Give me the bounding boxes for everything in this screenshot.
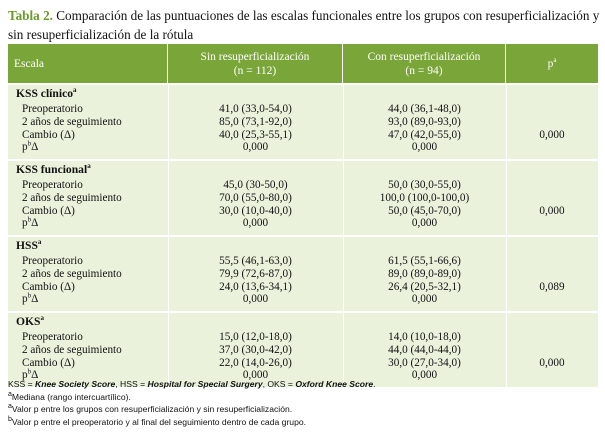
value-con: 0,000 bbox=[411, 217, 438, 230]
value-con: 93,0 (89,0-93,0) bbox=[388, 115, 461, 128]
header-con-n: (n = 94) bbox=[405, 64, 443, 77]
value-con: 61,5 (55,1-66,6) bbox=[388, 255, 461, 267]
table-group bbox=[8, 311, 598, 387]
table-body bbox=[8, 83, 598, 387]
row-label: $p^b\Delta$ bbox=[22, 291, 39, 306]
row-label: Cambio (Δ) bbox=[22, 280, 75, 293]
value-con: 14,0 (10,0-18,0) bbox=[388, 331, 461, 343]
p-value: 0,000 bbox=[539, 204, 565, 217]
value-sin: 24,0 (13,6-34,1) bbox=[219, 280, 292, 293]
row-label: $p^b\Delta$ bbox=[22, 139, 39, 154]
row-label: Preoperatorio bbox=[22, 103, 83, 115]
row-label: Cambio (Δ) bbox=[22, 204, 75, 217]
row-label: Cambio (Δ) bbox=[22, 356, 75, 369]
footnote-a: $^a$Mediana (rango intercuartílico). bbox=[8, 390, 131, 402]
value-sin: 30,0 (10,0-40,0) bbox=[219, 204, 292, 217]
table-header bbox=[8, 44, 598, 83]
column-divider bbox=[506, 161, 507, 235]
column-divider bbox=[506, 237, 507, 311]
row-label: $p^b\Delta$ bbox=[22, 367, 39, 382]
footnote-b: $^a$Valor p entre los grupos con resuperficialización y sin resuperficialización. bbox=[8, 403, 293, 414]
footnote-abbreviations: KSS = Knee Society Score, HSS = Hospital for Special Surgery, OKS = Oxford Knee Score. bbox=[8, 379, 376, 389]
scores-table bbox=[8, 44, 598, 387]
header-p: $p^a$ bbox=[547, 55, 557, 70]
group-title: OKS$^a$ bbox=[16, 314, 44, 328]
p-value: 0,000 bbox=[539, 128, 565, 141]
column-divider bbox=[506, 85, 507, 159]
value-con: 44,0 (36,1-48,0) bbox=[388, 103, 461, 115]
row-label: 2 años de seguimiento bbox=[22, 191, 122, 204]
value-con: 30,0 (27,0-34,0) bbox=[388, 356, 461, 369]
value-sin: 85,0 (73,1-92,0) bbox=[219, 115, 292, 128]
value-sin: 15,0 (12,0-18,0) bbox=[219, 331, 292, 343]
group-title: KSS clínico$^a$ bbox=[16, 86, 77, 100]
value-con: 50,0 (30,0-55,0) bbox=[388, 179, 461, 191]
column-divider bbox=[506, 313, 507, 387]
value-sin: 70,0 (55,0-80,0) bbox=[219, 191, 292, 204]
row-label: 2 años de seguimiento bbox=[22, 115, 122, 128]
row-label: Preoperatorio bbox=[22, 331, 83, 343]
caption-text: Comparación de las puntuaciones de las escalas funcionales entre los grupos con resuperficialización y sin resuperficialización de la rótula bbox=[8, 8, 600, 42]
row-label: Preoperatorio bbox=[22, 179, 83, 191]
row-label: Preoperatorio bbox=[22, 255, 83, 267]
header-sin-resuperficializacion bbox=[168, 44, 343, 83]
footnote-c: $^b$Valor p entre el preoperatorio y al final del seguimiento dentro de cada grupo. bbox=[8, 415, 307, 427]
value-con: 100,0 (100,0-100,0) bbox=[379, 191, 470, 204]
value-con: 0,000 bbox=[411, 141, 438, 154]
header-con-resuperficializacion bbox=[343, 44, 506, 83]
value-con: 89,0 (89,0-89,0) bbox=[388, 267, 461, 280]
value-sin: 0,000 bbox=[242, 293, 269, 306]
header-con-label: Con resuperficialización bbox=[367, 50, 481, 63]
header-escala: Escala bbox=[8, 44, 168, 83]
value-sin: 0,000 bbox=[242, 217, 269, 230]
value-con: 0,000 bbox=[411, 293, 438, 306]
value-sin: 79,9 (72,6-87,0) bbox=[219, 267, 292, 280]
table-caption bbox=[8, 6, 600, 44]
table-group bbox=[8, 159, 598, 235]
header-sin-label: Sin resuperficialización bbox=[200, 50, 310, 63]
row-label: Cambio (Δ) bbox=[22, 128, 75, 141]
value-sin: 55,5 (46,1-63,0) bbox=[219, 255, 292, 267]
value-con: 47,0 (42,0-55,0) bbox=[388, 128, 461, 141]
row-label: $p^b\Delta$ bbox=[22, 215, 39, 230]
value-con: 44,0 (44,0-44,0) bbox=[388, 343, 461, 356]
value-sin: 45,0 (30-50,0) bbox=[223, 179, 288, 191]
value-con: 26,4 (20,5-32,1) bbox=[388, 280, 461, 293]
table-group bbox=[8, 83, 598, 159]
value-sin: 37,0 (30,0-42,0) bbox=[219, 343, 292, 356]
row-label: 2 años de seguimiento bbox=[22, 343, 122, 356]
value-sin: 0,000 bbox=[242, 141, 269, 154]
table-number: Tabla 2. bbox=[8, 8, 53, 23]
table-group bbox=[8, 235, 598, 311]
value-sin: 0,000 bbox=[242, 369, 269, 382]
header-sin-n: (n = 112) bbox=[233, 64, 277, 77]
value-con: 50,0 (45,0-70,0) bbox=[388, 204, 461, 217]
value-sin: 40,0 (25,3-55,1) bbox=[219, 128, 292, 141]
table-footnotes bbox=[8, 378, 600, 428]
group-title: KSS funcional$^a$ bbox=[16, 162, 91, 176]
value-sin: 41,0 (33,0-54,0) bbox=[219, 103, 292, 115]
value-sin: 22,0 (14,0-26,0) bbox=[219, 356, 292, 369]
p-value: 0,089 bbox=[539, 280, 565, 293]
group-title: HSS$^a$ bbox=[16, 238, 42, 252]
p-value: 0,000 bbox=[539, 356, 565, 369]
value-con: 0,000 bbox=[411, 369, 438, 382]
row-label: 2 años de seguimiento bbox=[22, 267, 122, 280]
